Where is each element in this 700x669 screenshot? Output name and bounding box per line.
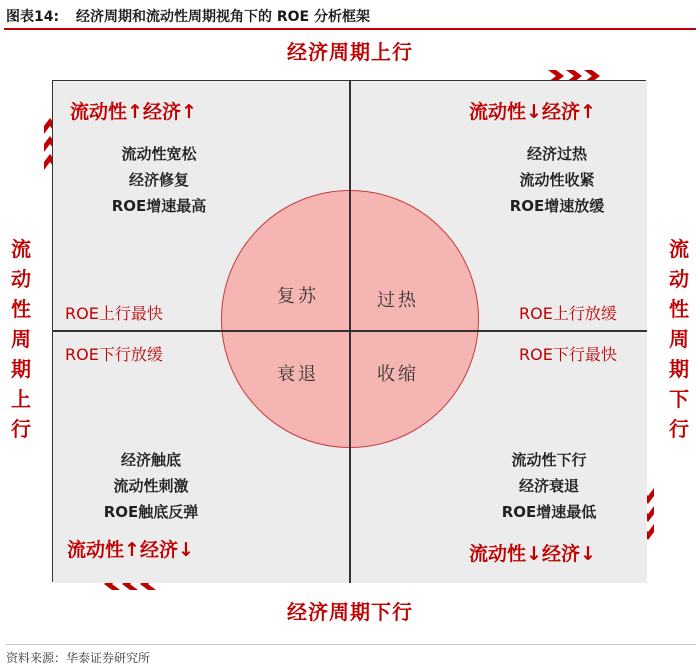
description-line: 经济修复 — [128, 171, 189, 189]
economy-text: 经济 — [541, 543, 580, 565]
roe-trend-label: ROE下行放缓 — [65, 345, 163, 364]
axis-right-char: 行 — [669, 417, 689, 441]
axis-left-char: 周 — [11, 327, 31, 351]
axis-right-char: 下 — [669, 387, 689, 411]
description-line: 流动性刺激 — [113, 477, 189, 495]
description-line: 流动性宽松 — [121, 145, 197, 163]
quadrant-description — [477, 141, 637, 219]
liquidity-text: 流动性 — [469, 101, 527, 123]
phase-overheat: 过热 — [377, 290, 419, 311]
description-line: 流动性下行 — [511, 451, 587, 469]
figure-title: 经济周期和流动性周期视角下的 ROE 分析框架 — [76, 9, 370, 25]
axis-bottom-label: 经济周期下行 — [287, 600, 413, 624]
liquidity-text: 流动性 — [67, 539, 125, 561]
source-note: 资料来源：华泰证券研究所 — [6, 644, 696, 666]
axis-left-char: 动 — [11, 267, 31, 291]
liquidity-economy-label — [469, 539, 596, 566]
liquidity-text: 流动性 — [70, 101, 128, 123]
arrow-up-icon: ↑ — [579, 101, 596, 123]
liquidity-economy-label — [469, 97, 596, 124]
arrow-up-icon: ↑ — [124, 539, 140, 561]
description-line: 流动性收紧 — [519, 171, 595, 189]
economy-text: 经济 — [541, 101, 580, 123]
axis-left-label — [6, 234, 36, 444]
economy-text: 经济 — [142, 101, 181, 123]
figure-header — [4, 4, 696, 30]
figure-label: 图表14: — [6, 9, 60, 25]
quadrant-frame — [52, 80, 646, 582]
axis-left-char: 上 — [11, 387, 31, 411]
roe-trend-label: ROE下行最快 — [519, 345, 617, 364]
axis-left-char: 期 — [11, 357, 31, 381]
axis-right-char: 动 — [669, 267, 689, 291]
axis-right-label — [664, 234, 694, 444]
arrow-up-icon: ↑ — [180, 101, 197, 123]
roe-trend-label: ROE上行放缓 — [519, 304, 617, 323]
arrow-down-icon: ↓ — [579, 543, 596, 565]
economy-text: 经济 — [139, 539, 178, 561]
axis-right-char: 周 — [669, 327, 689, 351]
quadrant-description — [71, 447, 231, 525]
axis-left-char: 性 — [11, 297, 31, 321]
liquidity-economy-label — [70, 97, 197, 124]
quadrant-description — [469, 447, 629, 525]
phase-contraction: 收缩 — [377, 364, 419, 385]
arrow-down-icon: ↓ — [526, 543, 542, 565]
arrow-down-icon: ↓ — [526, 101, 542, 123]
description-line: ROE增速最低 — [501, 503, 597, 521]
arrow-down-icon: ↓ — [177, 539, 194, 561]
description-line: ROE触底反弹 — [103, 503, 199, 521]
description-line: ROE增速最高 — [111, 197, 207, 215]
axis-right-char: 性 — [669, 297, 689, 321]
axis-left-char: 行 — [11, 417, 31, 441]
axis-left-char: 流 — [11, 237, 31, 261]
description-line: ROE增速放缓 — [509, 197, 605, 215]
phase-recovery: 复苏 — [277, 286, 319, 307]
axis-top-label: 经济周期上行 — [287, 40, 413, 64]
roe-trend-label: ROE上行最快 — [65, 304, 163, 323]
description-line: 经济触底 — [120, 451, 181, 469]
phase-recession: 衰退 — [277, 364, 319, 385]
liquidity-text: 流动性 — [469, 543, 527, 565]
arrow-up-icon: ↑ — [127, 101, 143, 123]
description-line: 经济衰退 — [518, 477, 579, 495]
quadrant-description — [79, 141, 239, 219]
axis-right-char: 流 — [669, 237, 689, 261]
axis-right-char: 期 — [669, 357, 689, 381]
description-line: 经济过热 — [526, 145, 587, 163]
vertical-divider — [349, 81, 351, 583]
liquidity-economy-label — [67, 535, 194, 562]
